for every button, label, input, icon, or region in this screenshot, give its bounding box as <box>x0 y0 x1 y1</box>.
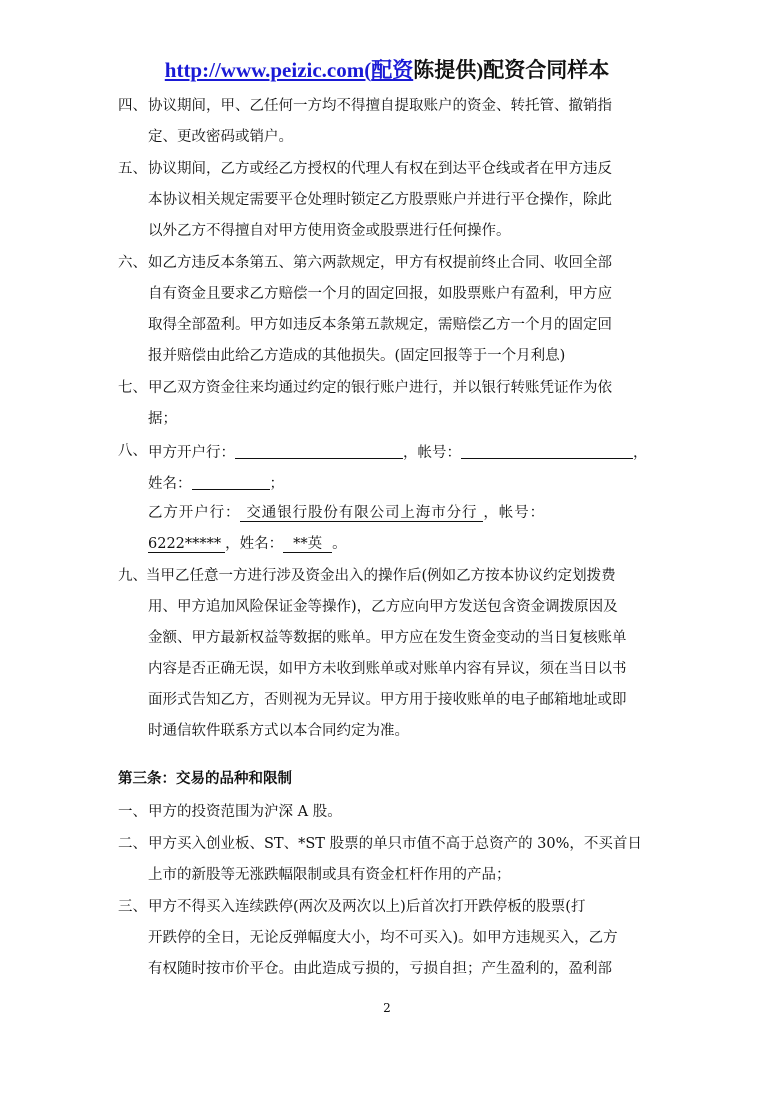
clause-9-line-6: 时通信软件联系方式以本合同约定为准。 <box>148 723 409 739</box>
clause-8-number: 八、 <box>118 443 147 459</box>
party-a-name-end: ； <box>269 476 284 492</box>
section-3-item-3-line-1: 甲方不得买入连续跌停(两次及两次以上)后首次打开跌停板的股票(打 <box>148 899 586 915</box>
clause-6-line-4: 报并赔偿由此给乙方造成的其他损失。(固定回报等于一个月利息) <box>148 348 566 364</box>
clause-4-line-1: 协议期间，甲、乙任何一方均不得擅自提取账户的资金、转托管、撤销指 <box>148 98 612 114</box>
header-title: 陈提供)配资合同样本 <box>413 58 610 82</box>
section-3-item-3-number: 三、 <box>118 899 147 915</box>
section-3-title: 第三条：交易的品种和限制 <box>118 770 292 787</box>
clause-5-line-2: 本协议相关规定需要平仓处理时锁定乙方股票账户并进行平仓操作，除此 <box>148 192 612 208</box>
party-b-name-value: **英 <box>283 536 332 553</box>
clause-9-number: 九、 <box>118 568 147 584</box>
party-a-account-field[interactable] <box>461 444 633 459</box>
party-b-bank-value: 交通银行股份有限公司上海市分行 <box>240 505 483 522</box>
party-b-row-end: 。 <box>332 536 347 552</box>
party-a-row-end: ， <box>633 445 648 461</box>
clause-4-line-2: 定、更改密码或销户。 <box>148 129 293 145</box>
party-a-bank-label: 甲方开户行： <box>148 445 235 461</box>
party-b-account-value: 6222***** <box>148 536 225 553</box>
clause-7-number: 七、 <box>118 380 147 396</box>
clause-6-line-3: 取得全部盈利。甲方如违反本条第五款规定，需赔偿乙方一个月的固定回 <box>148 317 612 333</box>
clause-9-line-2: 用、甲方追加风险保证金等操作)，乙方应向甲方发送包含资金调拨原因及 <box>148 599 618 615</box>
party-b-account-row <box>148 537 347 552</box>
clause-9-line-3: 金额、甲方最新权益等数据的账单。甲方应在发生资金变动的当日复核账单 <box>148 630 627 646</box>
section-3-item-3-line-3: 有权随时按市价平仓。由此造成亏损的，亏损自担；产生盈利的，盈利部 <box>148 961 612 977</box>
clause-5-line-1: 协议期间，乙方或经乙方授权的代理人有权在到达平仓线或者在甲方违反 <box>148 161 612 177</box>
clause-6-line-2: 自有资金且要求乙方赔偿一个月的固定回报，如股票账户有盈利，甲方应 <box>148 286 612 302</box>
clause-9-line-5: 面形式告知乙方，否则视为无异议。甲方用于接收账单的电子邮箱地址或即 <box>148 692 627 708</box>
clause-9-line-1: 当甲乙任意一方进行涉及资金出入的操作后(例如乙方按本协议约定划拨费 <box>146 568 616 584</box>
header-link-peizi[interactable]: 配资 <box>371 58 414 82</box>
party-a-account-label: ，帐号： <box>403 445 461 461</box>
section-3-item-2-line-2: 上市的新股等无涨跌幅限制或具有资金杠杆作用的产品； <box>148 867 511 883</box>
party-a-name-row <box>148 475 284 492</box>
section-3-item-1-line-1: 甲方的投资范围为沪深 A 股。 <box>148 804 342 820</box>
page-number: 2 <box>383 1001 391 1015</box>
party-b-name-label: ，姓名： <box>225 536 284 552</box>
clause-7-line-2: 据； <box>148 411 177 427</box>
clause-5-line-3: 以外乙方不得擅自对甲方使用资金或股票进行任何操作。 <box>148 223 511 239</box>
party-b-account-label: ，帐号： <box>483 505 546 521</box>
section-3-item-1-number: 一、 <box>118 804 147 820</box>
party-a-name-field[interactable] <box>192 475 270 490</box>
page-header <box>0 54 774 84</box>
header-link[interactable]: http://www.peizic.com( <box>164 58 372 82</box>
party-b-bank-row <box>148 506 545 521</box>
clause-9-line-4: 内容是否正确无误，如甲方未收到账单或对账单内容有异议，须在当日以书 <box>148 661 627 677</box>
party-a-name-label: 姓名： <box>148 476 192 492</box>
clause-7-line-1: 甲乙双方资金往来均通过约定的银行账户进行，并以银行转账凭证作为依 <box>148 380 612 396</box>
clause-6-line-1: 如乙方违反本条第五、第六两款规定，甲方有权提前终止合同、收回全部 <box>148 255 612 271</box>
section-3-item-2-number: 二、 <box>118 836 147 852</box>
party-b-bank-label: 乙方开户行： <box>148 505 241 521</box>
section-3-item-2-line-1: 甲方买入创业板、ST、*ST 股票的单只市值不高于总资产的 30%，不买首日 <box>148 836 642 852</box>
clause-6-number: 六、 <box>118 255 147 271</box>
clause-4-number: 四、 <box>118 98 147 114</box>
party-a-bank-field[interactable] <box>235 444 403 459</box>
section-3-item-3-line-2: 开跌停的全日，无论反弹幅度大小，均不可买入)。如甲方违规买入，乙方 <box>148 930 618 946</box>
clause-5-number: 五、 <box>118 161 147 177</box>
party-a-bank-row <box>148 444 648 461</box>
